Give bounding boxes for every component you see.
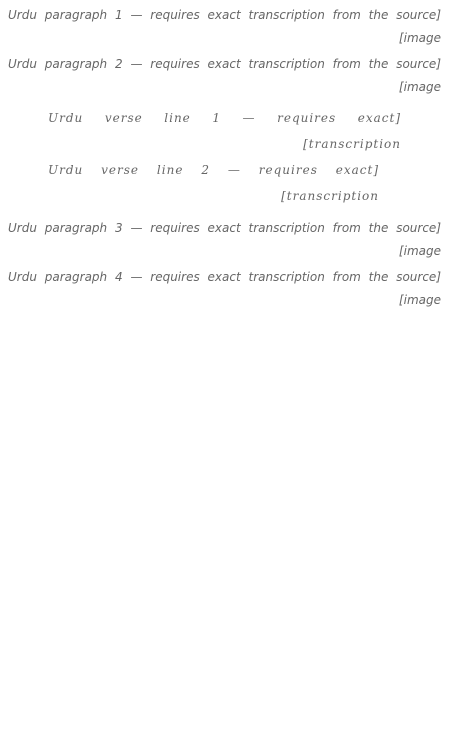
body-paragraph-4: [Urdu paragraph 4 — requires exact transcription from the source image] xyxy=(8,270,441,307)
verse-line-1: [Urdu verse line 1 — requires exact transcription] xyxy=(48,111,401,151)
verse-line-2: [Urdu verse line 2 — requires exact transcription] xyxy=(48,163,379,203)
body-paragraph-3: [Urdu paragraph 3 — requires exact transcription from the source image] xyxy=(8,221,441,258)
body-paragraph-1: [Urdu paragraph 1 — requires exact transcription from the source image] xyxy=(8,8,441,45)
verse-block xyxy=(48,105,401,209)
body-paragraph-2: [Urdu paragraph 2 — requires exact transcription from the source image] xyxy=(8,57,441,94)
